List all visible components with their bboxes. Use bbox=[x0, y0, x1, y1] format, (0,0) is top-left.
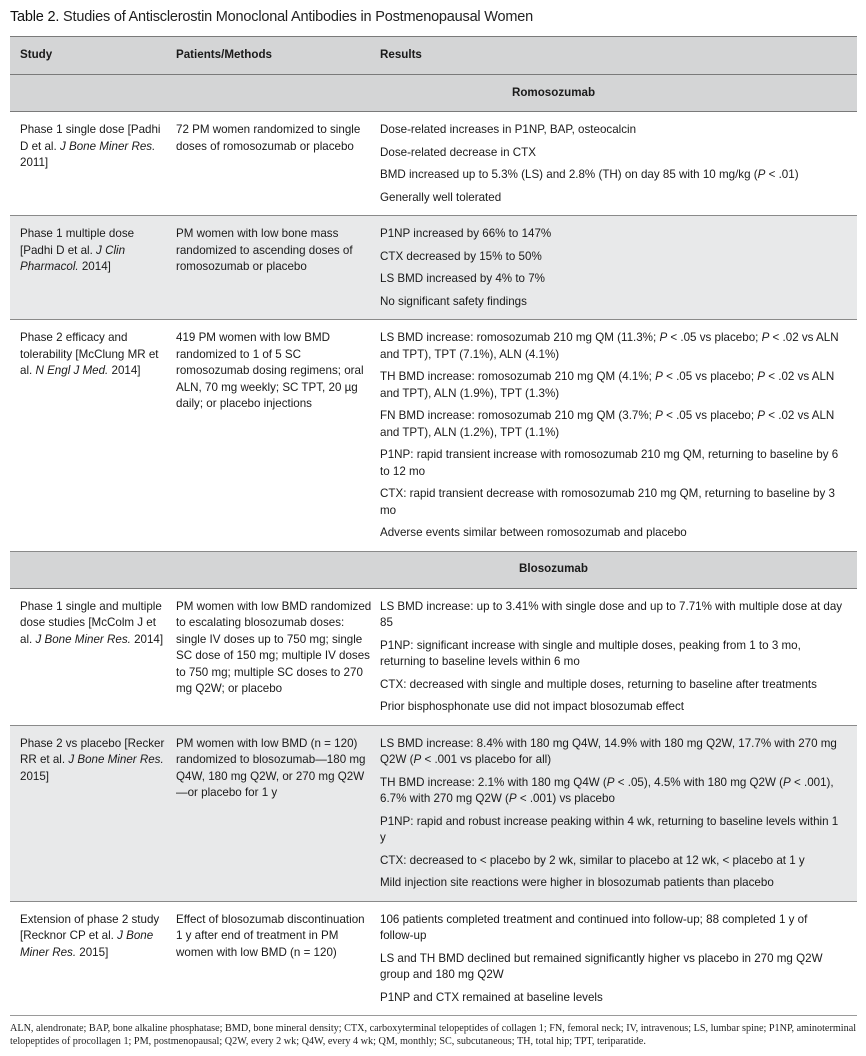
result-item: LS BMD increased by 4% to 7% bbox=[380, 272, 545, 285]
section-title: Romosozumab bbox=[10, 75, 857, 112]
methods-cell bbox=[176, 216, 380, 320]
citation-year: 2015] bbox=[20, 769, 50, 783]
citation-year: 2014] bbox=[130, 632, 164, 646]
study-cell bbox=[10, 320, 176, 552]
citation-year: 2014] bbox=[78, 260, 111, 273]
header-methods: Patients/Methods bbox=[176, 37, 380, 75]
p-value-symbol: P bbox=[783, 775, 791, 789]
table-row bbox=[10, 320, 857, 552]
methods-cell bbox=[176, 112, 380, 216]
table-row bbox=[10, 901, 857, 1016]
methods-text: Effect of blosozumab discontinuation bbox=[176, 912, 365, 926]
result-item: LS BMD increase: up to 3.41% with single dose and up to 7.71% with multiple dose at day 85 bbox=[380, 599, 843, 629]
journal-name: N Engl J Med. bbox=[35, 364, 109, 377]
result-item: Prior bisphosphonate use did not impact blosozumab effect bbox=[380, 700, 684, 713]
methods-text: PM women with low bone mass randomized to ascending doses of romosozumab or placebo bbox=[176, 227, 353, 273]
table-row bbox=[10, 725, 857, 901]
result-item: LS BMD increase: 8.4% with 180 mg Q4W, 14.9% with 180 mg Q2W, 17.7% with 270 mg Q2W (P < .001 vs placebo for all) bbox=[380, 736, 837, 766]
result-item: CTX decreased by 15% to 50% bbox=[380, 249, 542, 263]
result-item: P1NP and CTX remained at baseline levels bbox=[380, 990, 603, 1004]
table-caption bbox=[10, 9, 533, 25]
result-item: CTX: decreased with single and multiple doses, returning to baseline after treatments bbox=[380, 677, 817, 691]
study-name: Phase 2 vs placebo [Recker RR et al. bbox=[20, 736, 165, 766]
p-value-symbol: P bbox=[655, 409, 663, 422]
journal-name: J Bone Miner Res. bbox=[35, 632, 131, 646]
result-item: CTX: decreased to < placebo by 2 wk, similar to placebo at 12 wk, < placebo at 1 y bbox=[380, 853, 805, 867]
results-cell bbox=[380, 216, 857, 320]
citation-year: 2014] bbox=[108, 364, 141, 377]
p-value-symbol: P bbox=[757, 168, 766, 181]
header-study: Study bbox=[10, 37, 176, 75]
p-value-symbol: P bbox=[757, 409, 766, 422]
methods-text: 1 y after end of treatment in PM women with low BMD (n = 120) bbox=[176, 929, 339, 959]
table-row bbox=[10, 588, 857, 725]
result-item: Mild injection site reactions were higher in blosozumab patients than placebo bbox=[380, 876, 774, 889]
study-name: Phase 1 single and multiple dose studies [McColm J et al. bbox=[20, 599, 162, 646]
result-item: P1NP: rapid and robust increase peaking within 4 wk, returning to baseline levels within 1 y bbox=[380, 814, 839, 844]
journal-name: J Bone Miner Res. bbox=[20, 929, 154, 959]
result-item: TH BMD increase: romosozumab 210 mg QM (4.1%; P < .05 vs placebo; P < .02 vs ALN and TPT), ALN (1.9%), TPT (1.3%) bbox=[380, 370, 835, 400]
results-cell bbox=[380, 725, 857, 901]
methods-text: PM women with low BMD randomized to escalating blosozumab doses: single IV doses up to 750 mg; single SC dose of 150 mg; multiple IV doses to 750 mg; multiple SC doses to 270 mg Q2W; or placebo bbox=[176, 599, 372, 695]
results-cell bbox=[380, 901, 857, 1016]
result-item: TH BMD increase: 2.1% with 180 mg Q4W (P < .05), 4.5% with 180 mg Q2W (P < .001), 6.7% with 270 mg Q2W (P < .001) vs placebo bbox=[380, 775, 834, 805]
p-value-symbol: P bbox=[508, 792, 517, 805]
table-header-row bbox=[10, 37, 857, 75]
p-value-symbol: P bbox=[761, 331, 770, 344]
study-cell bbox=[10, 725, 176, 901]
citation-year: 2011] bbox=[20, 156, 49, 169]
studies-table bbox=[10, 36, 857, 1016]
section-title: Blosozumab bbox=[10, 551, 857, 588]
section-header-row bbox=[10, 551, 857, 588]
p-value-symbol: P bbox=[413, 753, 422, 766]
methods-text: 419 PM women with low BMD randomized to 1 of 5 SC romosozumab dosing regimens; oral ALN, 70 mg weekly; SC TPT, 20 µg daily; or placebo injections bbox=[176, 331, 364, 410]
table-footnote: ALN, alendronate; BAP, bone alkaline phosphatase; BMD, bone mineral density; CTX, carboxyterminal telopeptides of collagen 1; FN, femoral neck; IV, intravenous; LS, lumbar spine; P1NP, aminoterminal telopeptides of procollagen 1; PM, postmenopausal; Q2W, every 2 wk; Q4W, every 4 wk; QM, monthly; SC, subcutaneous; TH, total hip; TPT, teriparatide. bbox=[10, 1023, 857, 1047]
study-name: Phase 1 single dose [Padhi D et al. bbox=[20, 123, 161, 153]
p-value-symbol: P bbox=[757, 370, 766, 383]
journal-name: J Bone Miner Res. bbox=[68, 753, 164, 766]
table-label: Table 2. bbox=[10, 9, 60, 25]
methods-cell bbox=[176, 901, 380, 1016]
result-item: CTX: rapid transient decrease with romosozumab 210 mg QM, returning to baseline by 3 mo bbox=[380, 487, 835, 517]
methods-cell bbox=[176, 320, 380, 552]
study-name: Extension of phase 2 study [Recknor CP et al. bbox=[20, 912, 160, 942]
result-item: LS and TH BMD declined but remained significantly higher vs placebo in 270 mg Q2W group and 180 mg Q2W bbox=[380, 951, 823, 981]
result-item: FN BMD increase: romosozumab 210 mg QM (3.7%; P < .05 vs placebo; P < .02 vs ALN and TPT), ALN (1.2%), TPT (1.1%) bbox=[380, 409, 835, 439]
table-body bbox=[10, 75, 857, 1016]
result-item: P1NP: significant increase with single and multiple doses, peaking from 1 to 3 mo, returning to baseline levels within 6 mo bbox=[380, 638, 801, 668]
study-cell bbox=[10, 216, 176, 320]
result-item: No significant safety findings bbox=[380, 294, 527, 308]
result-item: Adverse events similar between romosozumab and placebo bbox=[380, 526, 687, 539]
study-cell bbox=[10, 901, 176, 1016]
result-item: Dose-related increases in P1NP, BAP, osteocalcin bbox=[380, 123, 637, 136]
result-item: Generally well tolerated bbox=[380, 190, 502, 204]
study-cell bbox=[10, 588, 176, 725]
result-item: P1NP: rapid transient increase with romosozumab 210 mg QM, returning to baseline by 6 to 12 mo bbox=[380, 448, 839, 478]
table-row bbox=[10, 112, 857, 216]
result-item: P1NP increased by 66% to 147% bbox=[380, 227, 552, 240]
table-row bbox=[10, 216, 857, 320]
results-cell bbox=[380, 112, 857, 216]
table-title: Studies of Antisclerostin Monoclonal Antibodies in Postmenopausal Women bbox=[63, 9, 533, 25]
study-name: Phase 1 multiple dose [Padhi D et al. bbox=[20, 227, 135, 257]
study-cell bbox=[10, 112, 176, 216]
p-value-symbol: P bbox=[659, 331, 668, 344]
methods-cell bbox=[176, 588, 380, 725]
result-item: BMD increased up to 5.3% (LS) and 2.8% (TH) on day 85 with 10 mg/kg (P < .01) bbox=[380, 168, 799, 181]
results-cell bbox=[380, 588, 857, 725]
result-item: LS BMD increase: romosozumab 210 mg QM (11.3%; P < .05 vs placebo; P < .02 vs ALN and TPT), TPT (7.1%), ALN (4.1%) bbox=[380, 331, 839, 361]
methods-text: 72 PM women randomized to single doses of romosozumab or placebo bbox=[176, 123, 361, 153]
methods-cell bbox=[176, 725, 380, 901]
header-results: Results bbox=[380, 37, 857, 75]
methods-text: PM women with low BMD (n = 120) randomized to blosozumab—180 mg Q4W, 180 mg Q2W, or 270 mg Q2W—or placebo for 1 y bbox=[176, 736, 366, 799]
results-cell bbox=[380, 320, 857, 552]
citation-year: 2015] bbox=[76, 945, 109, 959]
p-value-symbol: P bbox=[606, 775, 615, 789]
result-item: Dose-related decrease in CTX bbox=[380, 145, 536, 159]
section-header-row bbox=[10, 75, 857, 112]
p-value-symbol: P bbox=[655, 370, 663, 383]
study-name: Phase 2 efficacy and tolerability [McClung MR et al. bbox=[20, 331, 159, 377]
journal-name: J Bone Miner Res. bbox=[59, 139, 156, 153]
result-item: 106 patients completed treatment and continued into follow-up; 88 completed 1 y of follow-up bbox=[380, 912, 808, 942]
journal-name: J Clin Pharmacol. bbox=[20, 243, 126, 273]
